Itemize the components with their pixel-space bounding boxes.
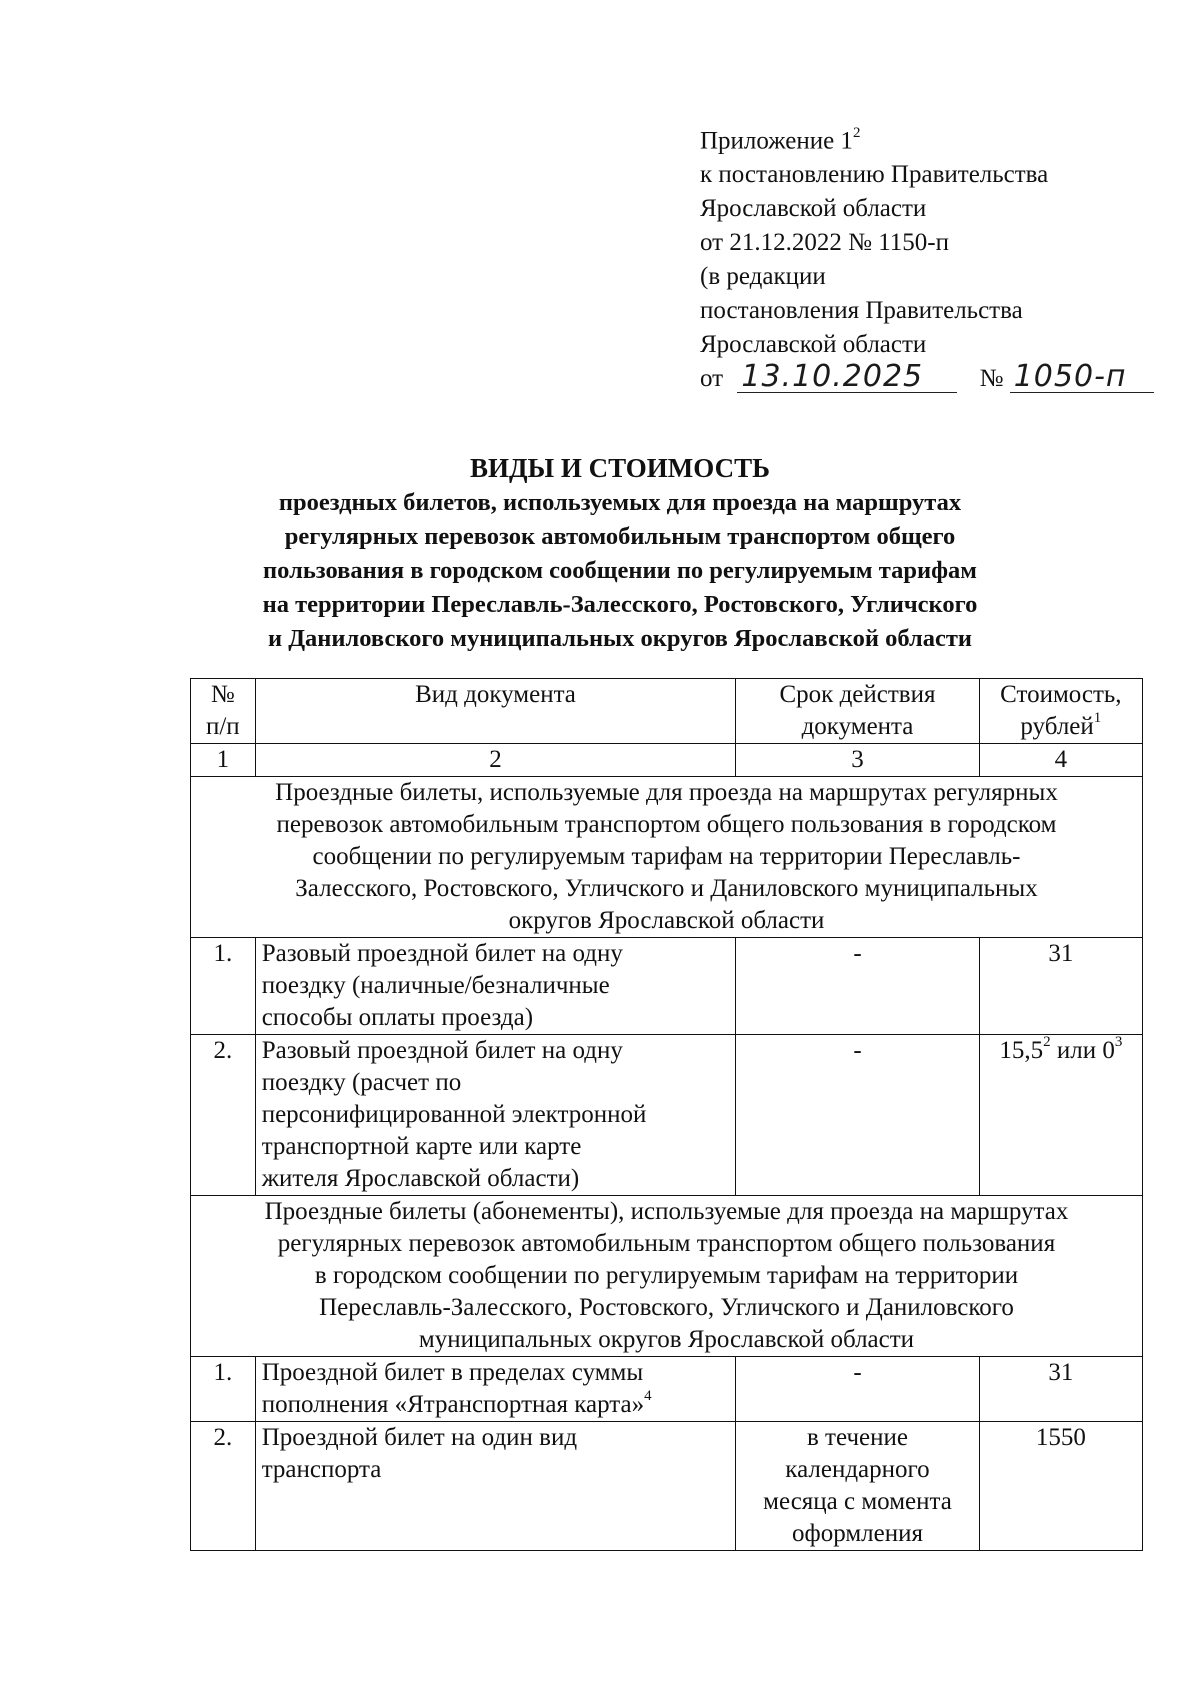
appendix-line-2: к постановлению Правительства: [700, 161, 1049, 189]
section-heading: Проездные билеты, используемые для проезда на маршрутах регулярных перевозок автомобильным транспортом общего пользования в городском сообщении по регулируемым тарифам на территории Переславль- Залесского, Ростовского, Угличского и Даниловского муниципальных округов Ярославской области: [191, 777, 1143, 938]
footnote-marker: 2: [1043, 1033, 1051, 1050]
table-row: [191, 1422, 1143, 1551]
header-doc-type: Вид документа: [255, 679, 736, 744]
subtitle-line-1: проездных билетов, используемых для проезда на маршрутах: [278, 489, 962, 516]
section-heading-row: [191, 1196, 1143, 1357]
footnote-marker: 1: [1093, 709, 1102, 726]
section-heading: Проездные билеты (абонементы), используемые для проезда на маршрутах регулярных перевозок автомобильным транспортом общего пользования в городском сообщении по регулируемым тарифам на территории Переславль-Залесского, Ростовского, Угличского и Даниловского муниципальных округов Ярославской области: [191, 1196, 1143, 1357]
subtitle-line-4: на территории Переславль-Залесского, Ростовского, Угличского: [262, 591, 978, 618]
row-cost: 31: [979, 1357, 1142, 1422]
appendix-line-5: (в редакции: [700, 263, 826, 291]
table-row: [191, 1357, 1143, 1422]
appendix-line-6: постановления Правительства: [700, 297, 1023, 325]
handwritten-date: 13.10.2025: [737, 362, 957, 393]
from-label: от: [700, 365, 724, 393]
row-number: 1.: [191, 938, 256, 1035]
column-number: 4: [979, 744, 1142, 777]
row-validity: -: [736, 1035, 979, 1196]
appendix-line-7: Ярославской области: [700, 331, 927, 359]
row-cost: 1550: [979, 1422, 1142, 1551]
document-title-block: [180, 450, 1060, 656]
number-label: №: [979, 365, 1004, 393]
row-cost: 31: [979, 938, 1142, 1035]
subtitle-line-2: регулярных перевозок автомобильным транспортом общего: [284, 523, 956, 550]
footnote-marker: 3: [1114, 1033, 1123, 1050]
appendix-line-3: Ярославской области: [700, 195, 927, 223]
row-cost: 15,5$^2$ или $0^3$: [979, 1035, 1142, 1196]
section-heading-row: [191, 777, 1143, 938]
table-row: [191, 1035, 1143, 1196]
appendix-block: [700, 118, 1154, 396]
row-description: Проездной билет в пределах суммы пополнения «Ятранспортная карта»$^4$: [255, 1357, 736, 1422]
document-title: ВИДЫ И СТОИМОСТЬ: [470, 453, 770, 483]
row-validity: -: [736, 938, 979, 1035]
table-row: [191, 938, 1143, 1035]
header-num: № п/п: [191, 679, 256, 744]
appendix-signature-line: [700, 359, 1154, 396]
row-validity: в течение календарного месяца с момента оформления: [736, 1422, 979, 1551]
row-number: 2.: [191, 1422, 256, 1551]
appendix-superscript: 2: [852, 125, 861, 141]
appendix-line-1: Приложение $1^2$: [700, 125, 861, 155]
column-number: 3: [736, 744, 979, 777]
appendix-line-4: от 21.12.2022 № 1150-п: [700, 229, 949, 257]
header-validity: Срок действия документа: [736, 679, 979, 744]
row-number: 1.: [191, 1357, 256, 1422]
header-cost: Стоимость, рублей$^1$: [979, 679, 1142, 744]
row-number: 2.: [191, 1035, 256, 1196]
column-number-row: [191, 744, 1143, 777]
table-header-row: [191, 679, 1143, 744]
handwritten-number: 1050-п: [1010, 362, 1154, 393]
subtitle-line-5: и Даниловского муниципальных округов Ярославской области: [267, 625, 973, 652]
subtitle-line-3: пользования в городском сообщении по регулируемым тарифам: [263, 557, 977, 584]
column-number: 2: [255, 744, 736, 777]
footnote-marker: 4: [644, 1387, 652, 1404]
row-description: Разовый проездной билет на одну поездку (расчет по персонифицированной электронной транспортной карте или карте жителя Ярославской области): [255, 1035, 736, 1196]
row-validity: -: [736, 1357, 979, 1422]
row-description: Разовый проездной билет на одну поездку (наличные/безналичные способы оплаты проезда): [255, 938, 736, 1035]
tariff-table: [190, 678, 1143, 1551]
column-number: 1: [191, 744, 256, 777]
row-description: Проездной билет на один вид транспорта: [255, 1422, 736, 1551]
